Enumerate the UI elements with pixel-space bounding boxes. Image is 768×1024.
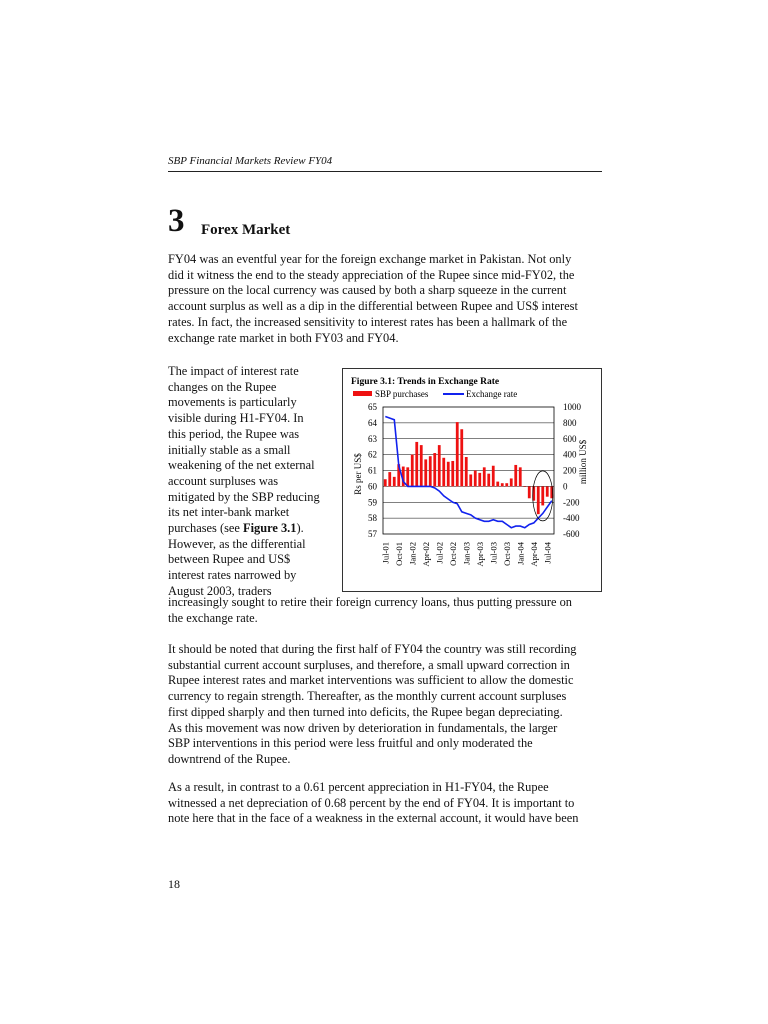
bar-sbp-purchases	[469, 474, 472, 486]
figure-3-1	[342, 368, 602, 592]
text-line: changes on the Rupee	[168, 379, 277, 394]
bar-sbp-purchases	[492, 466, 495, 487]
text-line: It should be noted that during the first half of FY04 the country was still recording	[168, 642, 577, 656]
bar-sbp-purchases	[501, 483, 504, 486]
bar-sbp-purchases	[451, 461, 454, 486]
text-line: SBP interventions in this period were less fruitful and only moderated the	[168, 736, 533, 751]
y-tick-label-left: 65	[368, 402, 377, 412]
x-tick-label: Jan-02	[407, 542, 418, 565]
bar-sbp-purchases	[528, 486, 531, 498]
paragraph-2-continued	[168, 595, 602, 626]
bar-sbp-purchases	[456, 422, 459, 486]
x-tick-label: Jul-02	[434, 542, 445, 564]
bar-sbp-purchases	[411, 455, 414, 487]
bar-sbp-purchases	[523, 486, 526, 487]
bar-sbp-purchases	[474, 471, 477, 487]
text-line: As this movement was now driven by deterioration in fundamentals, the larger	[168, 720, 558, 735]
figure-reference: Figure 3.1	[243, 521, 297, 536]
text-line: note here that in the face of a weakness in the external account, it would have been	[168, 811, 579, 826]
bar-sbp-purchases	[424, 459, 427, 486]
x-tick-label: Jul-03	[488, 542, 499, 564]
text-line: visible during H1-FY04. In	[168, 411, 304, 426]
x-tick-label: Jul-01	[380, 542, 391, 564]
bar-sbp-purchases	[429, 456, 432, 486]
text-line: rates. In fact, the increased sensitivity to interest rates has been a hallmark of the	[168, 314, 568, 329]
running-header: SBP Financial Markets Review FY04	[168, 155, 333, 167]
legend-swatch-sbp	[353, 391, 372, 396]
y-tick-label-right: -200	[563, 497, 580, 508]
paragraph-2-wrap	[168, 364, 338, 600]
text-line: August 2003, traders	[168, 583, 272, 598]
y-axis-label-left: Rs per US$	[353, 453, 363, 495]
x-tick-label: Oct-01	[393, 542, 404, 566]
text-line: its net inter-bank market	[168, 505, 290, 520]
header-rule	[168, 171, 602, 172]
text-line: FY04 was an eventful year for the foreign exchange market in Pakistan. Not only	[168, 252, 572, 266]
x-tick-label: Oct-02	[447, 542, 458, 566]
text-line: account surpluses was	[168, 473, 279, 488]
text-line	[168, 521, 304, 535]
bar-sbp-purchases	[541, 486, 544, 505]
text-line: interest rates narrowed by	[168, 568, 297, 583]
bar-sbp-purchases	[519, 467, 522, 486]
bar-sbp-purchases	[483, 467, 486, 486]
legend-label-sbp: SBP purchases	[375, 389, 429, 399]
x-tick-label: Jan-03	[461, 542, 472, 565]
y-tick-label-left: 64	[368, 417, 377, 428]
y-tick-label-right: 600	[563, 433, 577, 444]
y-axis-label-right: million US$	[578, 439, 588, 485]
text-line: The impact of interest rate	[168, 364, 299, 378]
x-tick-label: Jan-04	[515, 542, 526, 565]
bar-sbp-purchases	[460, 429, 463, 486]
text-line: pressure on the local currency was caused by both a sharp squeeze in the current	[168, 283, 567, 298]
bar-sbp-purchases	[393, 477, 396, 487]
text-fragment: ).	[296, 521, 304, 536]
y-tick-label-left: 58	[368, 513, 377, 524]
text-line: this period, the Rupee was	[168, 426, 300, 441]
text-line: substantial current account surpluses, and therefore, a small upward correction in	[168, 657, 570, 672]
y-tick-label-right: 400	[563, 449, 577, 460]
y-tick-label-left: 61	[368, 465, 377, 476]
bar-sbp-purchases	[406, 467, 409, 486]
bar-sbp-purchases	[537, 486, 540, 514]
x-tick-label: Apr-02	[420, 542, 431, 567]
paragraph-3	[168, 642, 602, 768]
y-tick-label-left: 63	[368, 433, 377, 444]
y-tick-label-right: 800	[563, 417, 577, 428]
page-number: 18	[168, 877, 180, 891]
text-line: exchange rate market in both FY03 and FY04.	[168, 330, 399, 345]
text-line: weakening of the net external	[168, 458, 315, 473]
chart-title: Figure 3.1: Trends in Exchange Rate	[351, 377, 500, 387]
text-line: movements is particularly	[168, 395, 297, 410]
y-tick-label-right: 200	[563, 465, 577, 476]
bar-sbp-purchases	[433, 453, 436, 486]
text-line: account surplus as well as a dip in the differential between Rupee and US$ interest	[168, 299, 578, 314]
text-line: currency to regain strength. Thereafter, as the monthly current account surpluses	[168, 689, 567, 704]
text-line: mitigated by the SBP reducing	[168, 489, 320, 504]
text-line: As a result, in contrast to a 0.61 percent appreciation in H1-FY04, the Rupee	[168, 780, 549, 794]
legend-label-exchange: Exchange rate	[466, 389, 518, 399]
bar-sbp-purchases	[388, 472, 391, 486]
text-line: However, as the differential	[168, 536, 306, 551]
text-line: downtrend of the Rupee.	[168, 751, 291, 766]
bar-sbp-purchases	[415, 442, 418, 486]
line-exchange-rate	[385, 417, 552, 528]
bar-sbp-purchases	[514, 465, 517, 486]
bar-sbp-purchases	[496, 482, 499, 487]
y-tick-label-right: -400	[563, 513, 580, 524]
y-tick-label-left: 60	[368, 481, 377, 492]
text-line: initially stable as a small	[168, 442, 291, 457]
text-line: did it witness the end to the steady appreciation of the Rupee since mid-FY02, the	[168, 267, 575, 282]
text-line: witnessed a net depreciation of 0.68 percent by the end of FY04. It is important to	[168, 795, 575, 810]
y-tick-label-right: -600	[563, 529, 580, 539]
text-fragment: purchases (see	[168, 521, 243, 536]
y-tick-label-left: 62	[368, 449, 377, 460]
paragraph-4	[168, 780, 602, 827]
bar-sbp-purchases	[442, 458, 445, 487]
bar-sbp-purchases	[447, 462, 450, 487]
text-line: between Rupee and US$	[168, 552, 291, 567]
chapter-number: 3	[168, 203, 185, 239]
chapter-title: Forex Market	[201, 222, 291, 238]
x-tick-label: Jul-04	[542, 542, 553, 564]
text-line: first dipped sharply and then turned into deficits, the Rupee began depreciating.	[168, 704, 563, 719]
y-tick-label-left: 57	[368, 529, 377, 539]
bar-sbp-purchases	[510, 478, 513, 486]
bar-sbp-purchases	[420, 445, 423, 486]
x-tick-label: Apr-04	[528, 542, 539, 567]
bar-sbp-purchases	[505, 483, 508, 486]
bar-sbp-purchases	[438, 445, 441, 486]
y-tick-label-right: 0	[563, 481, 568, 492]
paragraph-1	[168, 252, 602, 346]
bar-sbp-purchases	[487, 474, 490, 487]
exchange-rate-chart	[343, 369, 601, 591]
bar-sbp-purchases	[546, 486, 549, 496]
y-tick-label-right: 1000	[563, 402, 581, 412]
text-line: the exchange rate.	[168, 610, 258, 625]
y-tick-label-left: 59	[368, 497, 377, 508]
x-tick-label: Oct-03	[501, 542, 512, 566]
x-tick-label: Apr-03	[474, 542, 485, 567]
text-line: Rupee interest rates and market interventions was sufficient to allow the domestic	[168, 673, 574, 688]
bar-sbp-purchases	[384, 479, 387, 486]
text-line: increasingly sought to retire their foreign currency loans, thus putting pressure on	[168, 595, 572, 609]
bar-sbp-purchases	[465, 457, 468, 486]
bar-sbp-purchases	[478, 473, 481, 486]
